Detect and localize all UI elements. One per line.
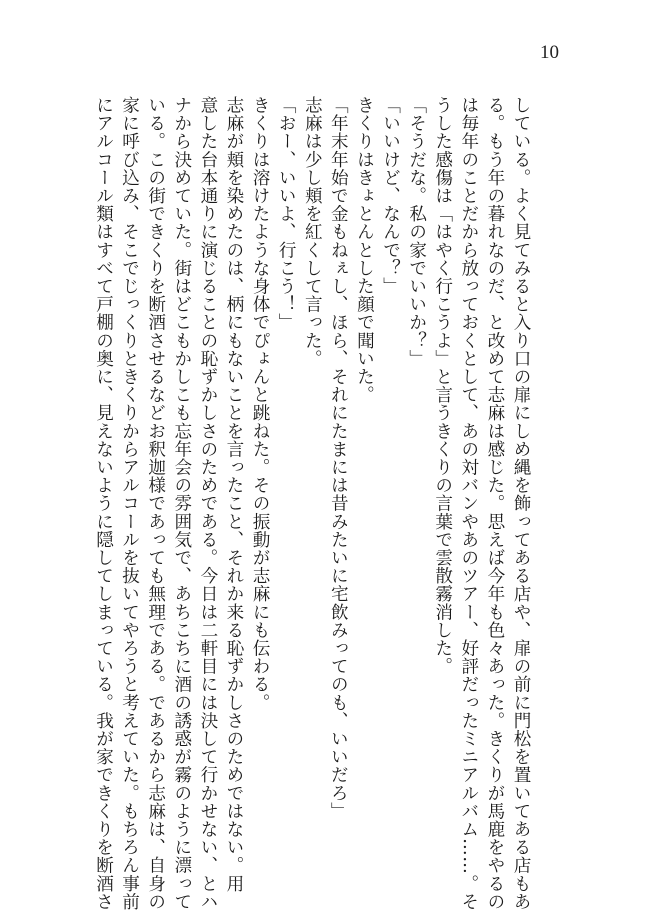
text-line: 「そうだな。私の家でいいか？」 — [406, 96, 427, 368]
text-line: 志麻は少し頬を紅くして言った。 — [302, 96, 323, 368]
text-line: している。よく見てみると入り口の扉にしめ縄を飾ってある店や、扉の前に門松を置いてある店もあ — [511, 96, 531, 911]
text-line: 意した台本通りに演じることの恥ずかしさのためである。今日は二軒目には決して行かせない、とハ — [197, 96, 218, 911]
text-line: 家に呼び込み、そこでじっくりときくりからアルコールを抜いてやろうと考えていた。もちろん事前 — [119, 96, 140, 911]
text-line: きくりはきょとんとした顔で聞いた。 — [354, 96, 375, 404]
page-number: 10 — [540, 42, 559, 63]
text-line: きくりは溶けたような身体でぴょんと跳ねた。その振動が志麻にも伝わる。 — [250, 96, 271, 712]
text-line: にアルコール類はすべて戸棚の奥に、見えないように隠してしまっている。我が家できくりを断酒さ — [93, 96, 114, 911]
text-line: うした感傷は「はやく行こうよ」と言うきくりの言葉で雲散霧消した。 — [432, 96, 453, 676]
text-line: 志麻が頬を染めたのは、柄にもないことを言ったこと、それか来る恥ずかしさのためではない。用 — [223, 96, 244, 893]
text-line: る。もう年の暮れなのだ、と改めて志麻は感じた。思えば今年も色々あった。きくりが馬鹿をやるの — [484, 96, 505, 911]
novel-text-body — [90, 96, 534, 911]
text-line: 「年末年始で金もねぇし、ほら、それにたまには昔みたいに宅飲みってのも、いいだろ」 — [328, 96, 349, 820]
text-line: 「おー、いいよ、行こう！」 — [276, 96, 297, 332]
text-line: は毎年のことだから放っておくとして、あの対バンやあのツアー、好評だったミニアルバム……。そ — [458, 96, 479, 911]
text-line: 「いいけど、なんで？」 — [380, 96, 401, 296]
text-line: ナから決めていた。街はどこもかしこも忘年会の雰囲気で、あちこちに酒の誘惑が霧のように漂って — [171, 96, 192, 911]
text-line: いる。この街できくりを断酒させるなどお釈迦様であっても無理である。であるから志麻は、自身の — [145, 96, 166, 911]
